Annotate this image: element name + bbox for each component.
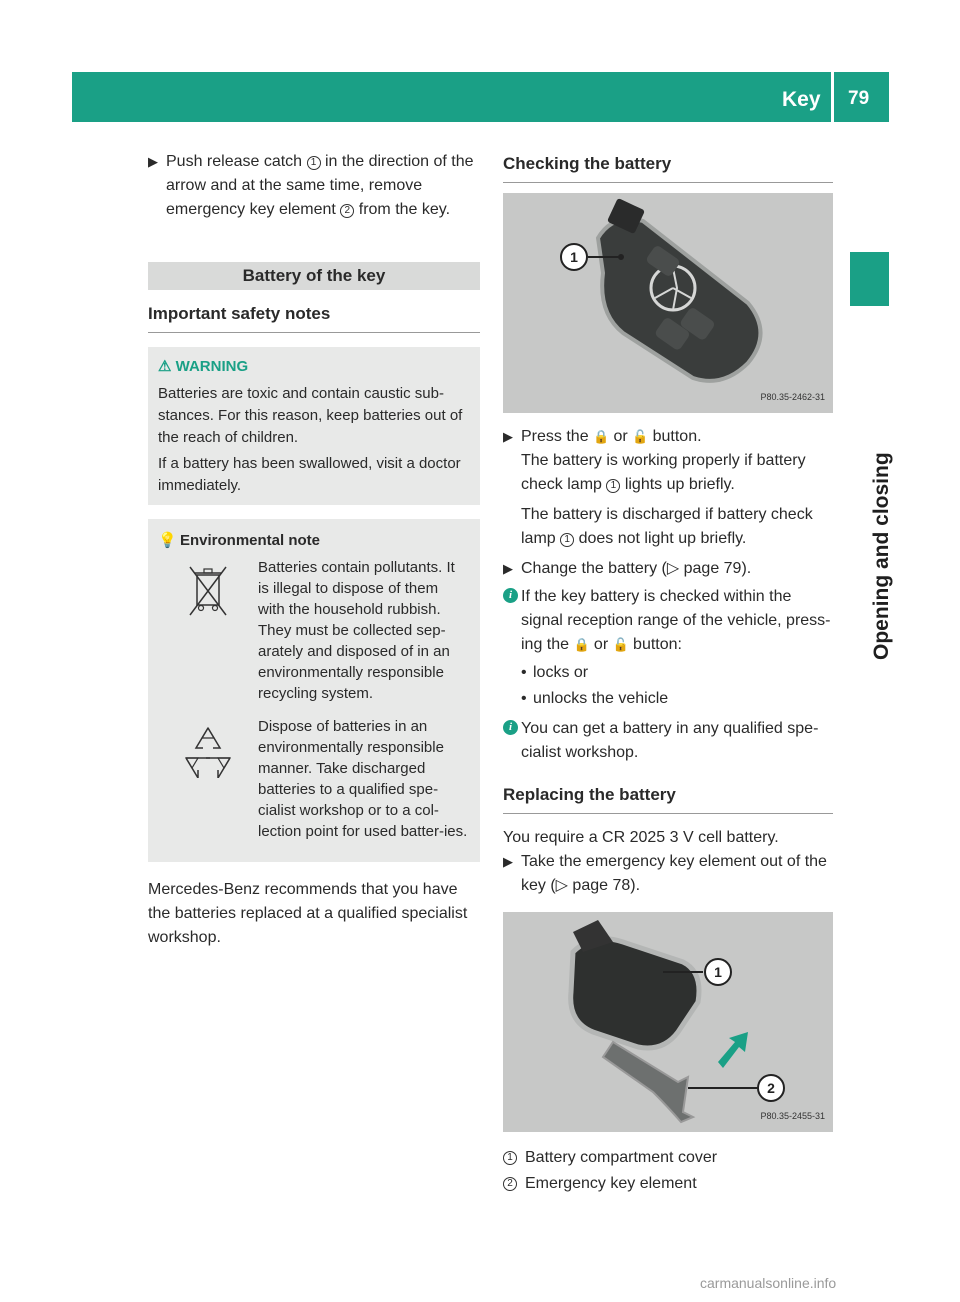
env-heading: 💡 Environmental note [158, 529, 470, 553]
step-arrow-icon: ▶ [503, 561, 513, 576]
photo-code-2: P80.35-2455-31 [760, 1111, 825, 1121]
side-tab-marker [850, 252, 889, 306]
callout-number: 1 [606, 479, 620, 493]
env-text-1: Batteries contain pollutants. It is illegal to dispose of them with the household rubbish. They must be collected sep-arately and disposed of in an environmentally responsible recycling system. [258, 559, 455, 702]
subheading-replacing: Replacing the battery [503, 771, 833, 814]
step-take-key: ▶ Take the emergency key element out of the key (▷ page 78). [503, 850, 833, 898]
unlock-icon: 🔓 [612, 637, 629, 652]
lock-icon: 🔒 [593, 429, 610, 444]
info-signal-range: i If the key battery is checked within the signal reception range of the vehicle, press-ing the 🔒 or 🔓 button: [503, 585, 833, 657]
bullet-item: • locks or [503, 661, 833, 685]
legend-item: 1 Battery compartment cover [503, 1146, 833, 1170]
result-working: The battery is working properly if battery check lamp 1 lights up briefly. [521, 452, 806, 493]
env-row-recycle [158, 716, 470, 842]
step-change-battery: ▶ Change the battery (▷ page 79). [503, 557, 833, 581]
warning-box [148, 347, 480, 505]
crossed-bin-icon [158, 557, 258, 704]
step-arrow-icon: ▶ [503, 429, 513, 444]
result-discharged: The battery is discharged if battery check lamp 1 does not light up briefly. [521, 506, 813, 547]
callout-number: 2 [340, 204, 354, 218]
left-column [148, 150, 480, 950]
unlock-icon: 🔓 [632, 429, 649, 444]
warning-text-1: Batteries are toxic and contain caustic sub-stances. For this reason, keep batteries out of the reach of children. [158, 385, 463, 446]
page-number: 79 [848, 88, 870, 109]
key-photo-check [503, 193, 833, 413]
side-label [840, 320, 900, 680]
header-divider [831, 72, 834, 122]
callout-number: 1 [307, 156, 321, 170]
info-icon: i [503, 588, 518, 603]
right-column [503, 150, 833, 1196]
step-arrow-icon: ▶ [148, 154, 158, 169]
section-title: Battery of the key [148, 262, 480, 290]
photo2-callout-2: 2 [767, 1080, 775, 1096]
header-bar [72, 72, 889, 122]
subheading-safety: Important safety notes [148, 290, 480, 333]
header-title: Key [782, 88, 821, 111]
callout-number: 1 [560, 533, 574, 547]
photo2-callout-1: 1 [714, 964, 722, 980]
step-press-button: ▶ Press the 🔒 or 🔓 button. [503, 425, 833, 449]
step-arrow-icon: ▶ [503, 854, 513, 869]
callout-number: 1 [503, 1151, 517, 1165]
side-label-text: Opening and closing [870, 452, 893, 660]
photo-code-1: P80.35-2462-31 [760, 392, 825, 402]
env-row-disposal [158, 557, 470, 704]
legend-item: 2 Emergency key element [503, 1172, 833, 1196]
callout-number: 2 [503, 1177, 517, 1191]
key-fob-illustration [503, 193, 833, 413]
env-text-2: Dispose of batteries in an environmentally responsible manner. Take discharged batteries to a qualified spe-cialist workshop or to a col-lection point for used batter-ies. [258, 718, 468, 840]
lock-icon: 🔒 [573, 637, 590, 652]
bullet-item: • unlocks the vehicle [503, 687, 833, 711]
environmental-note-box [148, 519, 480, 862]
warning-heading: ⚠ WARNING [158, 358, 249, 375]
key-photo-replace [503, 912, 833, 1132]
lightbulb-icon: 💡 [158, 532, 177, 549]
subheading-checking: Checking the battery [503, 150, 833, 183]
closing-text: Mercedes-Benz recommends that you have the batteries replaced at a qualified specialist workshop. [148, 881, 468, 946]
watermark: carmanualsonline.info [700, 1275, 837, 1291]
recycle-icon [158, 716, 258, 842]
info-icon: i [503, 720, 518, 735]
battery-requirement: You require a CR 2025 3 V cell battery. [503, 829, 779, 846]
photo1-callout: 1 [570, 249, 578, 265]
key-battery-illustration [503, 912, 833, 1132]
info-qualified-workshop: i You can get a battery in any qualified spe-cialist workshop. [503, 717, 833, 765]
warning-text-2: If a battery has been swallowed, visit a doctor immediately. [158, 455, 461, 494]
warning-triangle-icon: ⚠ [158, 358, 172, 375]
step-release-catch: ▶ Push release catch 1 in the direction of the arrow and at the same time, remove emergency key element 2 from the key. [148, 150, 480, 222]
